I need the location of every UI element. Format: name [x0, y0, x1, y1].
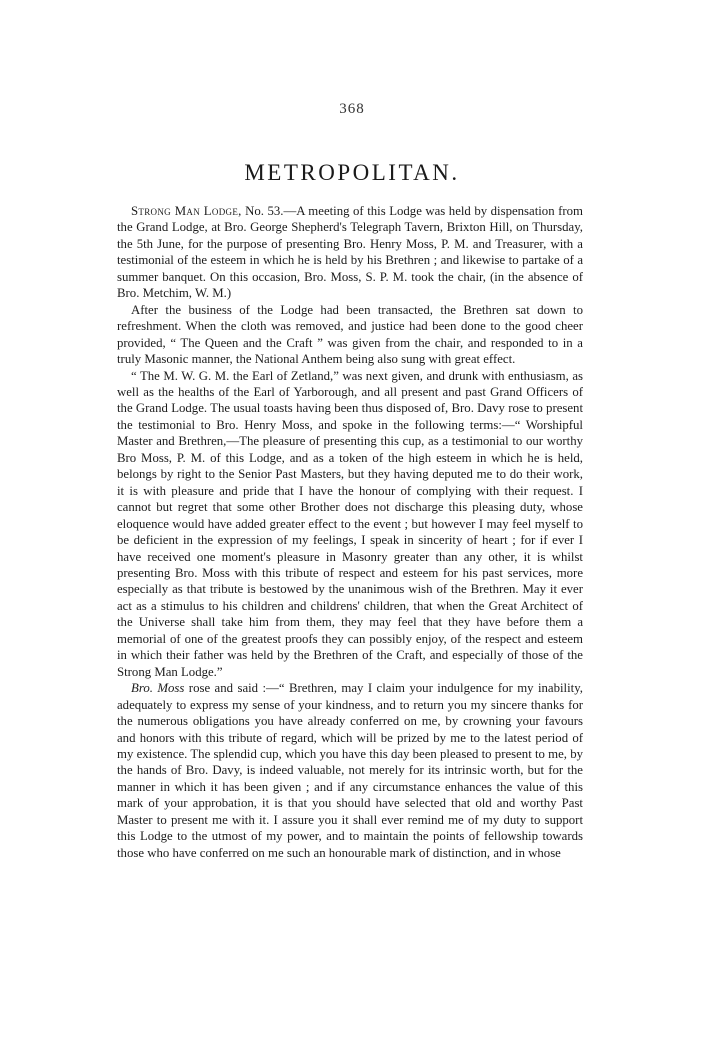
paragraph-4-text: rose and said :—“ Brethren, may I claim your indulgence for my inability, adequately to express my sense of your kindness, and to return you my sincere thanks for the numerous obligations you have already conferred on me, by crowning your favours and honors with this tribute of regard, which will be prized by me to the latest period of my existence. The splendid cup, which you have this day been pleased to present to me, by the hands of Bro. Davy, is indeed valuable, not merely for its intrinsic worth, but for the manner in which it has been given ; and if any circumstance enhances the value of this mark of your approbation, it is that you should have selected that old and worthy Past Master to present me with it. I assure you it shall ever remind me of my duty to support this Lodge to the utmost of my power, and to maintain the points of fellowship towards those who have conferred on me such an honourable mark of distinction, and in whose — [117, 681, 583, 860]
speaker-name: Bro. Moss — [131, 681, 185, 696]
paragraph-2: After the business of the Lodge had been transacted, the Brethren sat down to refreshment. When the cloth was removed, and justice had been done to the good cheer provided, “ The Queen and the Craft ” was given from the chair, and responded to in a truly Masonic manner, the National Anthem being also sung with great effect. — [117, 302, 583, 367]
paragraph-3: “ The M. W. G. M. the Earl of Zetland,” was next given, and drunk with enthusiasm, as well as the healths of the Earl of Yarborough, and all present and past Grand Officers of the Grand Lodge. The usual toasts having been thus disposed of, Bro. Davy rose to present the testimonial to Bro. Henry Moss, and spoke in the following terms:—“ Worshipful Master and Brethren,—The pleasure of presenting this cup, as a testimonial to our worthy Bro Moss, P. M. of this Lodge, and as a token of the high esteem in which he is held, belongs by right to the Senior Past Masters, but they having deputed me to do their work, it is with pleasure and pride that I have the honour of complying with their request. I cannot but regret that some other Brother does not discharge this pleasing duty, whose eloquence would have added greater effect to the event ; but however I may feel myself to be deficient in the expression of my feelings, I speak in sincerity of heart ; for if ever I have received one moment's pleasure in Masonry greater than any other, it is whilst presenting Bro. Moss with this tribute of respect and esteem for his past services, more especially as that tribute is bestowed by the unanimous wish of the Brethren. May it ever act as a stimulus to his children and childrens' children, that when the Great Architect of the Universe shall take him from them, they may feel that they have before them a memorial of one of the greatest proofs they can possibly enjoy, of the respect and esteem in which their father was held by the Brethren of the Craft, and especially of those of the Strong Man Lodge.” — [117, 368, 583, 679]
section-heading: METROPOLITAN. — [244, 160, 460, 185]
page-number: 368 — [339, 101, 365, 117]
article-body — [117, 203, 583, 861]
paragraph-1 — [117, 203, 583, 302]
paragraph-1-text: No. 53.—A meeting of this Lodge was held by dispensation from the Grand Lodge, at Bro. George Shepherd's Telegraph Tavern, Brixton Hill, on Thursday, the 5th June, for the purpose of presenting Bro. Henry Moss, P. M. and Treasurer, with a testimonial of the esteem in which he is held by his Brethren ; and likewise to partake of a summer banquet. On this occasion, Bro. Moss, S. P. M. took the chair, (in the absence of Bro. Metchim, W. M.) — [117, 204, 583, 301]
paragraph-4 — [117, 680, 583, 861]
lodge-name: Strong Man Lodge, — [131, 204, 242, 218]
